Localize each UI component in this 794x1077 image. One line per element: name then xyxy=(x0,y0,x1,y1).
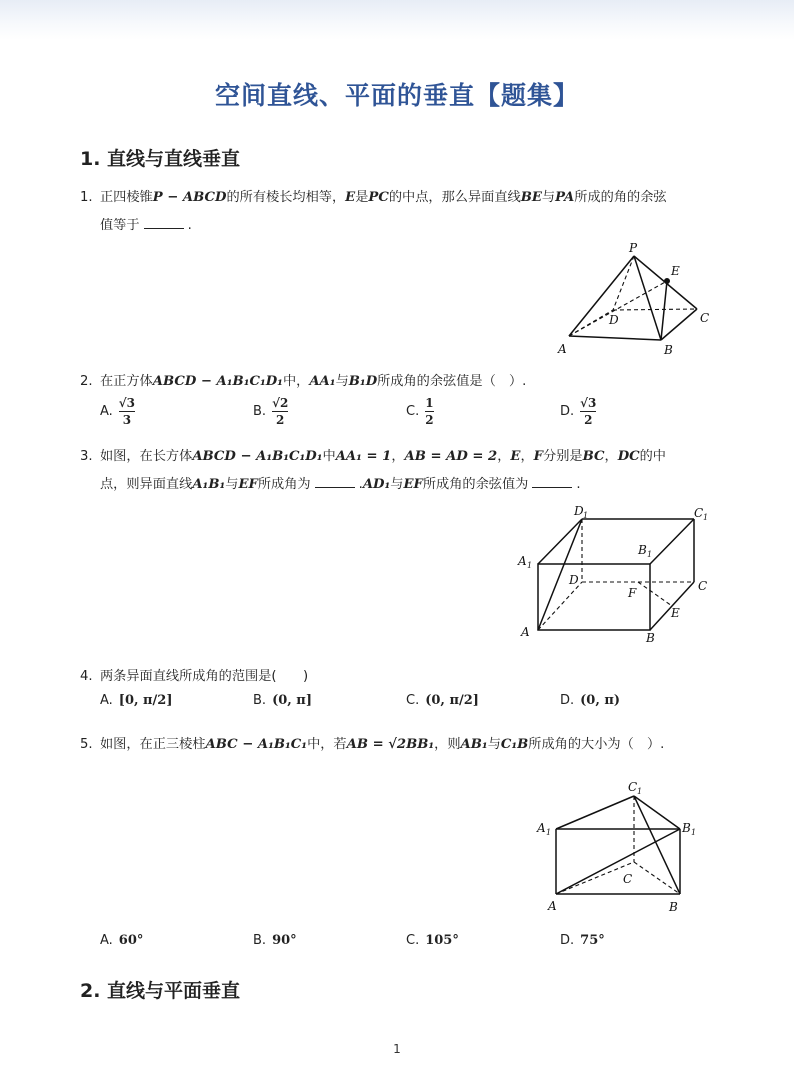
label-subscript: 1 xyxy=(691,828,697,837)
option-d[interactable] xyxy=(560,396,596,427)
option-value: (0, π) xyxy=(580,693,621,708)
numerator: √2 xyxy=(272,396,289,410)
question-5 xyxy=(80,731,720,759)
label-a1: A xyxy=(537,821,546,835)
fraction xyxy=(425,396,433,427)
q-text: ，则 xyxy=(434,737,461,752)
math-expr: C₁B xyxy=(500,737,529,752)
q-text: 与 xyxy=(487,737,501,752)
label-subscript: 1 xyxy=(637,787,643,796)
section-heading-2: 2. 直线与平面垂直 xyxy=(80,980,241,1002)
label-c: C xyxy=(700,311,710,325)
q-text: 两条异面直线所成角的范围是( ) xyxy=(100,669,309,684)
q-text: . xyxy=(187,218,192,233)
label-d: D xyxy=(609,313,619,327)
question-number: 5. xyxy=(80,737,93,752)
option-label: C. xyxy=(406,933,420,948)
math-expr: F xyxy=(533,449,544,464)
question-number: 4. xyxy=(80,669,93,684)
q-text: 是 xyxy=(355,190,369,205)
q-text: 中， xyxy=(282,374,310,389)
option-a[interactable] xyxy=(100,396,135,427)
q-text: 的中点，那么异面直线 xyxy=(388,190,521,205)
label-c: C xyxy=(698,579,708,593)
option-label: C. xyxy=(406,404,420,419)
q-text: 与 xyxy=(390,477,404,492)
label-b1: B xyxy=(638,543,647,557)
label-c: C xyxy=(623,872,633,886)
label-e: E xyxy=(671,264,680,278)
option-b[interactable] xyxy=(253,396,288,427)
label-e: E xyxy=(671,606,680,620)
page-title: 空间直线、平面的垂直【题集】 xyxy=(214,81,579,110)
denominator: 2 xyxy=(425,413,434,427)
math-expr: DC xyxy=(617,449,640,464)
math-expr: B₁D xyxy=(348,374,378,389)
option-value: 105° xyxy=(425,933,459,948)
q-text: 所成角的大小为（ ）. xyxy=(528,737,665,752)
q-text: 中，若 xyxy=(307,737,347,752)
math-expr: AB = √2BB₁ xyxy=(346,737,435,752)
option-value: (0, π] xyxy=(272,693,312,708)
q-text: 所成的角的余弦 xyxy=(574,190,667,205)
numerator: √3 xyxy=(580,396,597,410)
fraction xyxy=(272,396,288,427)
label-b: B xyxy=(669,900,678,914)
option-label: D. xyxy=(560,933,575,948)
option-d[interactable] xyxy=(560,693,620,708)
option-value: 60° xyxy=(118,933,144,948)
label-subscript: 1 xyxy=(647,550,653,559)
label-a1: A xyxy=(518,554,527,568)
math-expr: AD₁ xyxy=(362,477,391,492)
option-value: (0, π/2] xyxy=(425,693,479,708)
q-text: 所成角的余弦值为 xyxy=(422,477,529,492)
q-text: 在正方体 xyxy=(100,374,153,389)
option-c[interactable] xyxy=(406,933,459,948)
answer-blank[interactable] xyxy=(315,473,355,488)
option-label: B. xyxy=(253,693,267,708)
label-subscript: 1 xyxy=(703,513,709,522)
option-label: B. xyxy=(253,933,267,948)
math-expr: EF xyxy=(403,477,423,492)
math-expr: AA₁ = 1 xyxy=(335,449,392,464)
header-band xyxy=(0,0,794,40)
label-f: F xyxy=(628,586,637,600)
q-text: 分别是 xyxy=(543,449,583,464)
pyramid-figure xyxy=(550,238,720,360)
math-expr: AB₁ xyxy=(460,737,488,752)
q-text: 与 xyxy=(225,477,239,492)
math-expr: P − ABCD xyxy=(152,190,227,205)
option-label: B. xyxy=(253,404,267,419)
question-number: 3. xyxy=(80,449,93,464)
label-c1: C xyxy=(694,506,704,520)
q-text: 与 xyxy=(335,374,349,389)
label-c1: C xyxy=(628,780,638,794)
cuboid-figure xyxy=(512,502,717,648)
q-text: 的所有棱长均相等， xyxy=(226,190,346,205)
q-text: 所成角的余弦值是（ ）. xyxy=(377,374,527,389)
label-b: B xyxy=(664,343,673,357)
label-subscript: 1 xyxy=(527,561,533,570)
denominator: 2 xyxy=(584,413,593,427)
option-b[interactable] xyxy=(253,693,312,708)
label-b: B xyxy=(646,631,655,645)
q-text: . xyxy=(358,477,363,492)
q-text: 中 xyxy=(322,449,336,464)
option-b[interactable] xyxy=(253,933,297,948)
option-label: A. xyxy=(100,693,113,708)
option-label: C. xyxy=(406,693,420,708)
option-label: A. xyxy=(100,404,113,419)
math-expr: E xyxy=(345,190,356,205)
question-number: 2. xyxy=(80,374,93,389)
denominator: 2 xyxy=(276,413,285,427)
label-d: D xyxy=(569,573,579,587)
math-expr: EF xyxy=(238,477,258,492)
section-heading-1: 1. 直线与直线垂直 xyxy=(80,148,241,170)
point-e-dot xyxy=(664,278,670,284)
q-text: 正四棱锥 xyxy=(100,190,153,205)
math-expr: BC xyxy=(582,449,605,464)
option-label: A. xyxy=(100,933,113,948)
q-text: ， xyxy=(604,449,618,464)
numerator: 1 xyxy=(425,396,434,410)
denominator: 3 xyxy=(122,413,132,427)
answer-blank[interactable] xyxy=(532,473,572,488)
answer-blank[interactable] xyxy=(144,214,184,229)
math-expr: A₁B₁ xyxy=(192,477,226,492)
question-3 xyxy=(80,443,720,499)
option-label: D. xyxy=(560,693,575,708)
q-text: 的中 xyxy=(639,449,666,464)
label-d1: D xyxy=(574,504,584,518)
option-c[interactable] xyxy=(406,396,434,427)
q-text: 值等于 xyxy=(100,218,140,233)
option-value: 75° xyxy=(580,933,605,948)
math-expr: PC xyxy=(368,190,389,205)
q-text: 与 xyxy=(541,190,556,205)
q-text: 点，则异面直线 xyxy=(100,477,193,492)
q-text: . xyxy=(576,477,581,492)
math-expr: ABCD − A₁B₁C₁D₁ xyxy=(152,374,283,389)
q-text: 如图，在长方体 xyxy=(100,449,193,464)
question-4 xyxy=(80,663,720,691)
label-a: A xyxy=(521,625,530,639)
math-expr: ABC − A₁B₁C₁ xyxy=(205,737,308,752)
q-text: ， xyxy=(497,449,511,464)
label-a: A xyxy=(548,899,557,913)
prism-figure xyxy=(530,776,710,918)
question-2 xyxy=(80,368,720,396)
option-a[interactable] xyxy=(100,933,143,948)
q-text: 所成角为 xyxy=(257,477,311,492)
label-subscript: 1 xyxy=(583,511,589,520)
question-number: 1. xyxy=(80,190,93,205)
option-c[interactable] xyxy=(406,693,479,708)
fraction xyxy=(580,396,596,427)
option-label: D. xyxy=(560,404,575,419)
label-subscript: 1 xyxy=(546,828,552,837)
math-expr: BE xyxy=(520,190,542,205)
numerator: √3 xyxy=(118,396,136,410)
fraction xyxy=(119,396,135,427)
q-text: ， xyxy=(520,449,534,464)
option-a[interactable] xyxy=(100,693,173,708)
option-value: [0, π/2] xyxy=(118,693,173,708)
math-expr: ABCD − A₁B₁C₁D₁ xyxy=(192,449,323,464)
q-text: 如图，在正三棱柱 xyxy=(100,737,206,752)
q-text: ， xyxy=(391,449,405,464)
page-number: 1 xyxy=(393,1042,401,1056)
math-expr: AA₁ xyxy=(309,374,336,389)
option-value: 90° xyxy=(272,933,297,948)
label-a: A xyxy=(558,342,567,356)
question-1 xyxy=(80,184,720,240)
label-b1: B xyxy=(682,821,691,835)
option-d[interactable] xyxy=(560,933,605,948)
math-expr: PA xyxy=(555,190,575,205)
label-p: P xyxy=(629,241,638,255)
math-expr: E xyxy=(510,449,521,464)
math-expr: AB = AD = 2 xyxy=(404,449,498,464)
